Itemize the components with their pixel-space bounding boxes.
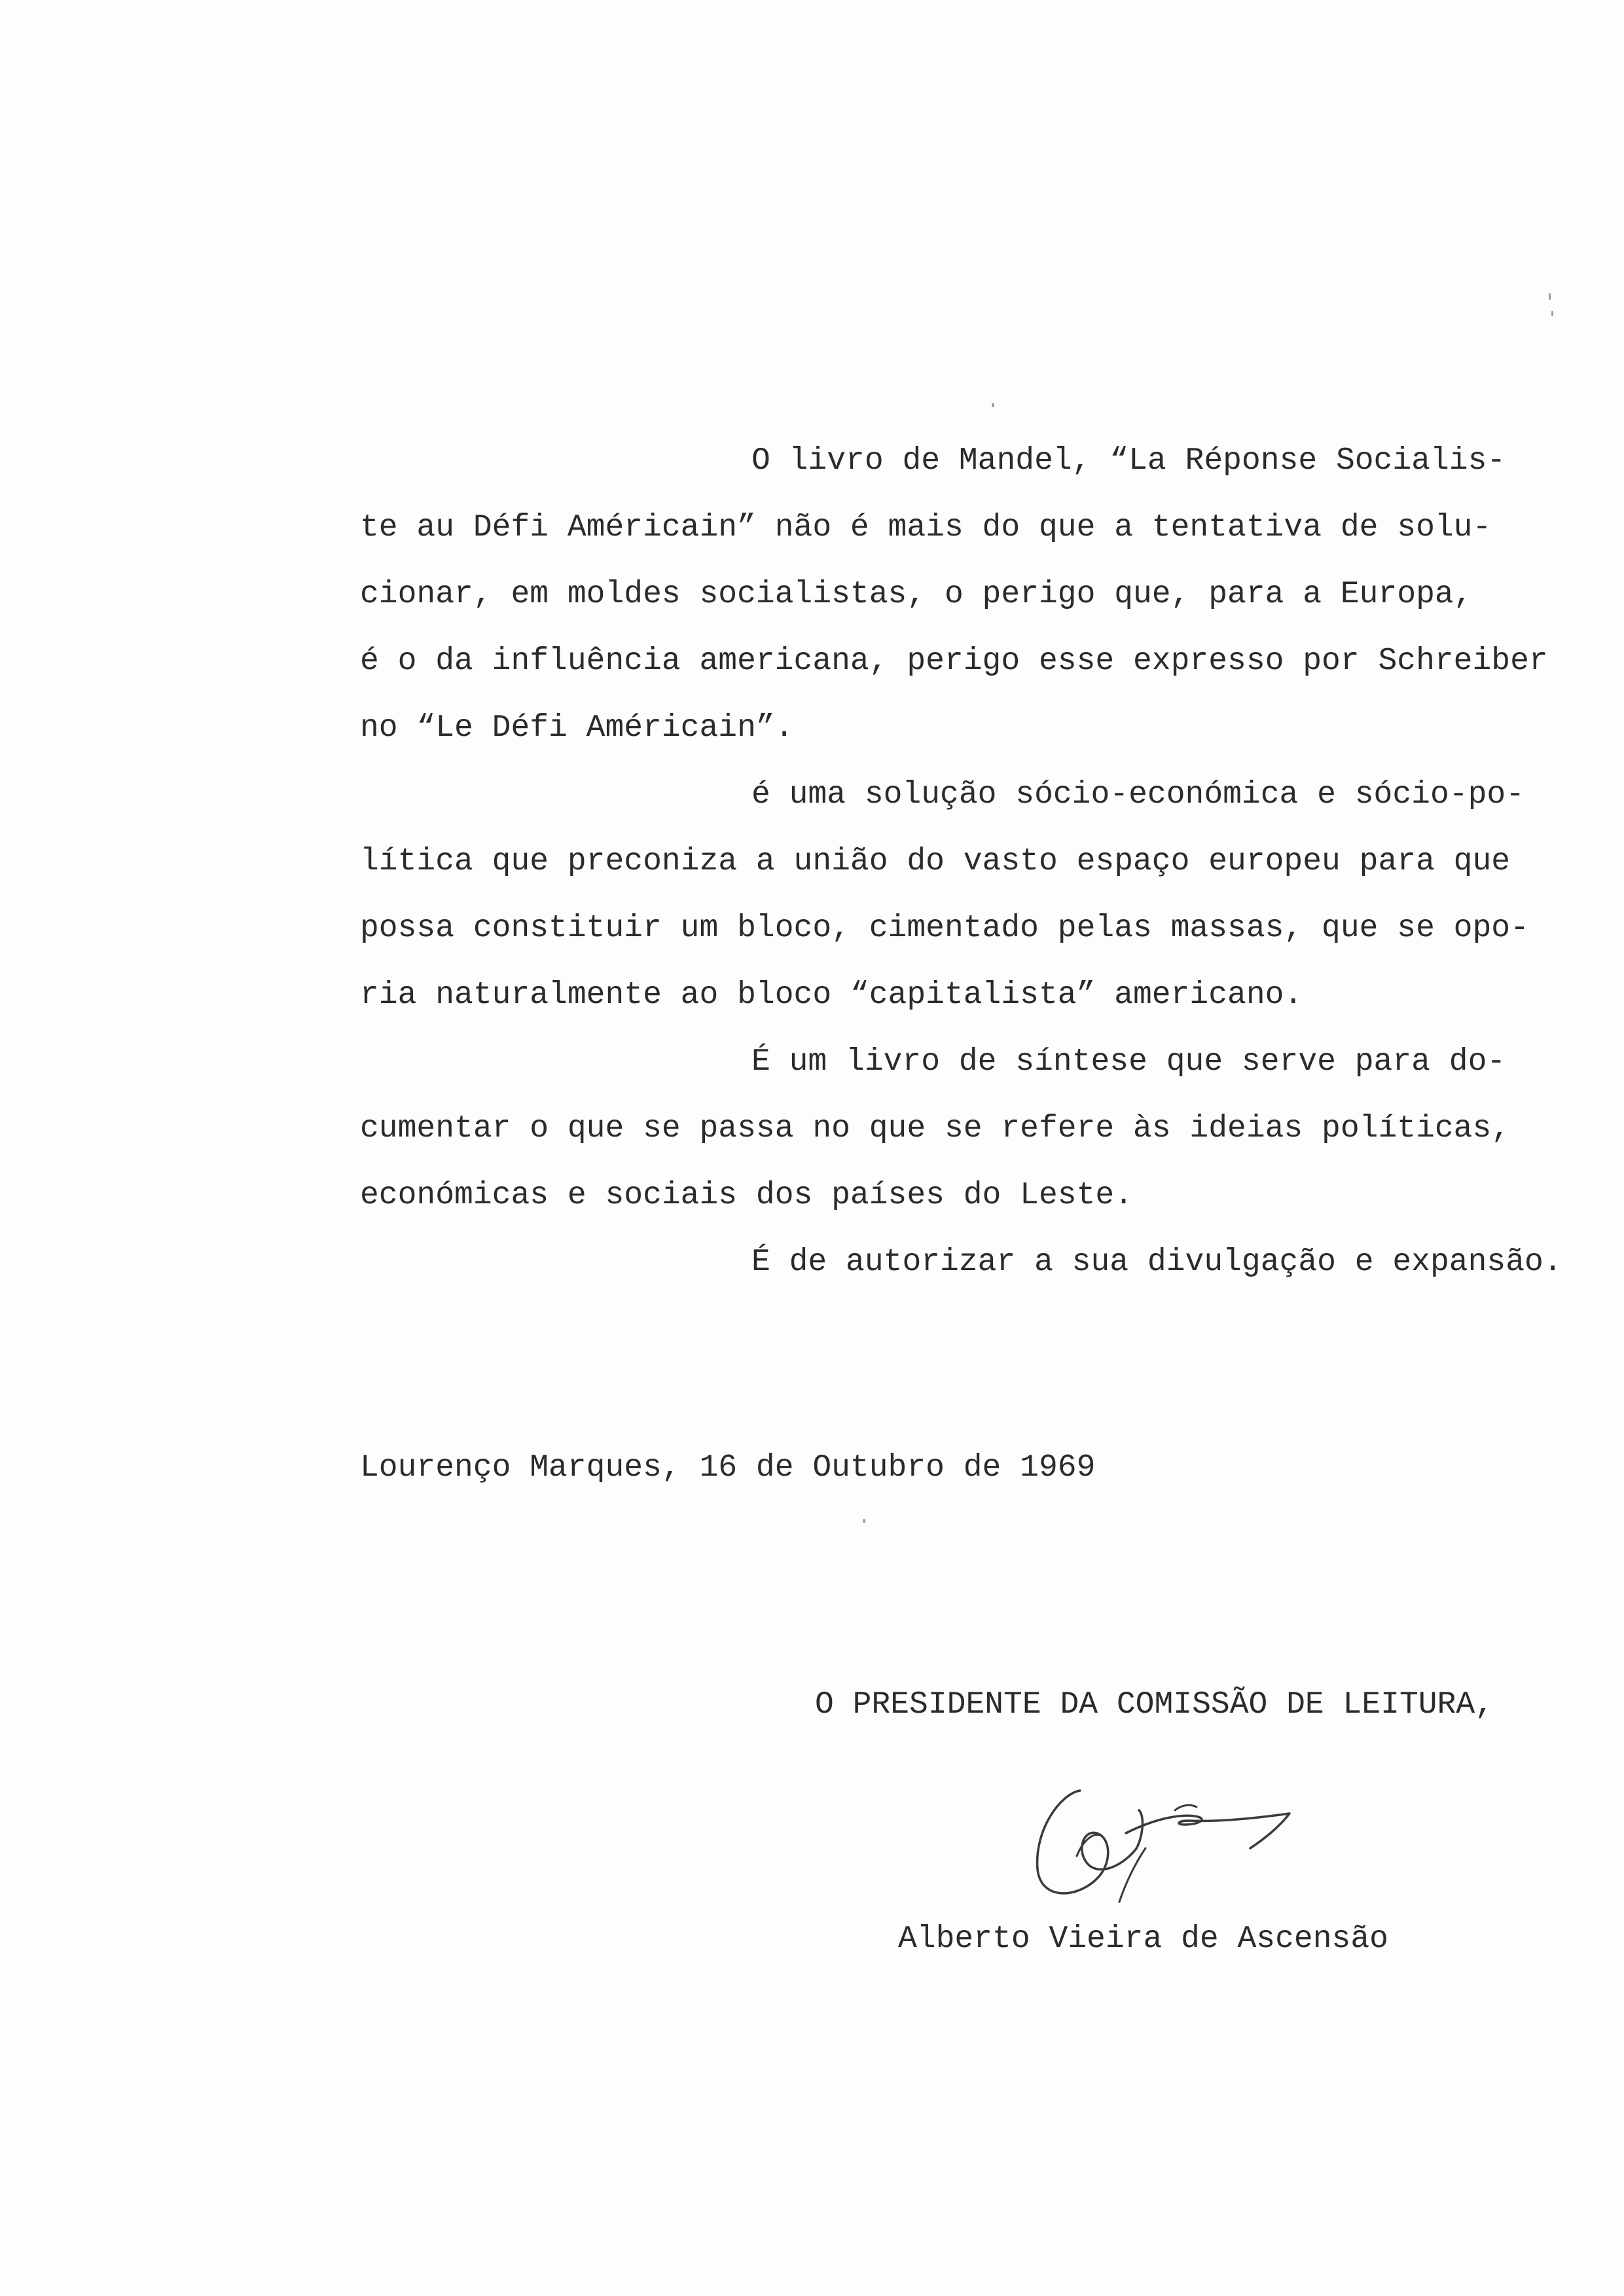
paper-speck [863, 1519, 865, 1523]
paragraph-1-line-3: cionar, em moldes socialistas, o perigo que, para a Europa, [360, 577, 1473, 612]
paragraph-2-line-3: possa constituir um bloco, cimentado pelas massas, que se opo- [360, 911, 1529, 946]
paragraph-1-line-1: O livro de Mandel, “La Réponse Socialis- [751, 443, 1506, 479]
paragraph-3-line-3: económicas e sociais dos países do Leste. [360, 1178, 1133, 1213]
paper-speck [1551, 311, 1553, 316]
paragraph-3-line-1: É um livro de síntese que serve para do- [751, 1044, 1506, 1080]
signatory-name: Alberto Vieira de Ascensão [898, 1922, 1388, 1957]
paragraph-1-line-2: te au Défi Américain” não é mais do que a tentativa de solu- [360, 510, 1492, 545]
handwritten-signature [1021, 1771, 1322, 1915]
paragraph-2-line-1: é uma solução sócio-económica e sócio-po- [751, 777, 1525, 812]
paragraph-1-line-4: é o da influência americana, perigo esse expresso por Schreiber [360, 644, 1548, 679]
signatory-title: O PRESIDENTE DA COMISSÃO DE LEITURA, [815, 1687, 1494, 1722]
paper-speck [1549, 293, 1551, 300]
paragraph-1-line-5: no “Le Défi Américain”. [360, 710, 794, 746]
paper-speck [992, 403, 994, 407]
paragraph-2-line-2: lítica que preconiza a união do vasto espaço europeu para que [360, 844, 1511, 879]
place-date: Lourenço Marques, 16 de Outubro de 1969 [360, 1450, 1096, 1485]
paragraph-4-line-1: É de autorizar a sua divulgação e expansão. [751, 1245, 1562, 1280]
paragraph-2-line-4: ria naturalmente ao bloco “capitalista” americano. [360, 977, 1303, 1013]
paragraph-3-line-2: cumentar o que se passa no que se refere às ideias políticas, [360, 1111, 1511, 1146]
